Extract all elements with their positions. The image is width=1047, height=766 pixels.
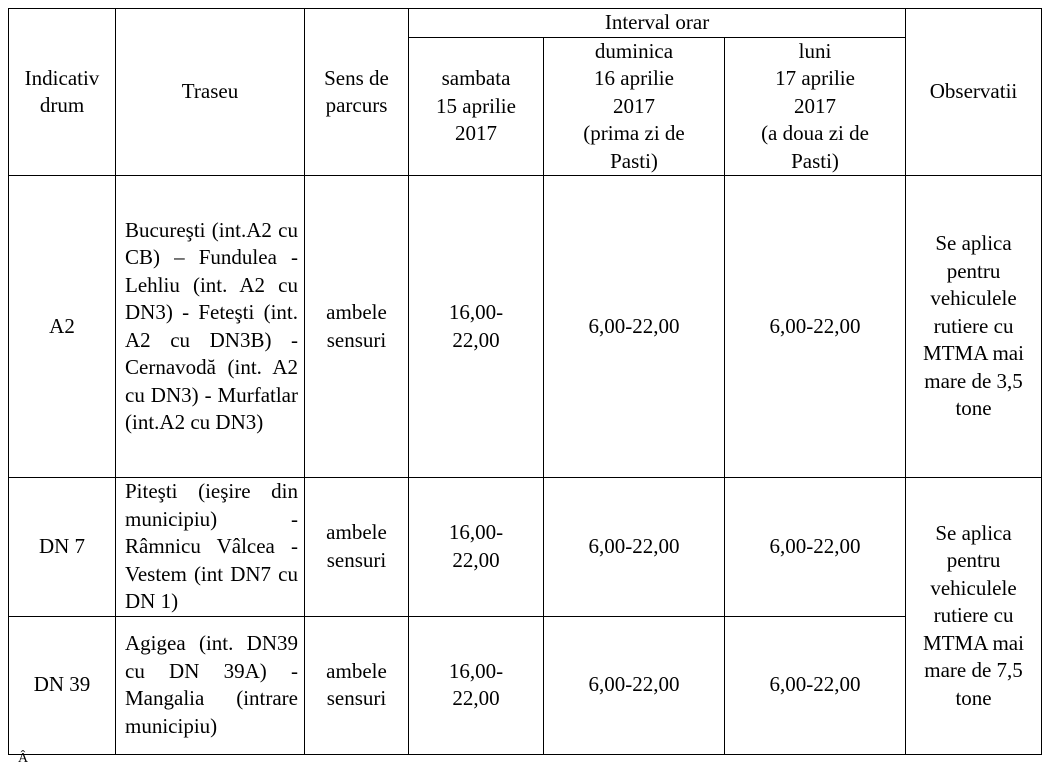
header-day-saturday: sambata 15 aprilie 2017: [409, 37, 544, 176]
header-route: Traseu: [116, 9, 305, 176]
road-code: A2: [9, 176, 116, 478]
page-footer-mark: Â: [18, 751, 29, 766]
header-road: Indicativ drum: [9, 9, 116, 176]
saturday-hours: 16,00-22,00: [409, 478, 544, 617]
restriction-schedule-table: [8, 8, 1042, 755]
observations-cell: Se aplica pentru vehiculele rutiere cu MTMA mai mare de 7,5 tone: [906, 478, 1042, 755]
table-row: [9, 478, 1042, 617]
route-description: Bucureşti (int.A2 cu CB) – Fundulea - Lehliu (int. A2 cu DN3) - Feteşti (int. A2 cu DN3B) - Cernavodă (int. A2 cu DN3) - Murfatlar (int.A2 cu DN3): [116, 176, 305, 478]
observations-cell: Se aplica pentru vehiculele rutiere cu MTMA mai mare de 3,5 tone: [906, 176, 1042, 478]
table-row: [9, 616, 1042, 754]
sunday-hours: 6,00-22,00: [544, 616, 725, 754]
sunday-hours: 6,00-22,00: [544, 478, 725, 617]
header-day-sunday: duminica 16 aprilie 2017 (prima zi de Pasti): [544, 37, 725, 176]
direction-cell: ambele sensuri: [305, 616, 409, 754]
sunday-hours: 6,00-22,00: [544, 176, 725, 478]
header-direction: Sens de parcurs: [305, 9, 409, 176]
monday-hours: 6,00-22,00: [725, 616, 906, 754]
header-observations: Observatii: [906, 9, 1042, 176]
header-row-top: [9, 9, 1042, 38]
saturday-hours: 16,00-22,00: [409, 616, 544, 754]
saturday-hours: 16,00-22,00: [409, 176, 544, 478]
road-code: DN 39: [9, 616, 116, 754]
header-day-monday: luni 17 aprilie 2017 (a doua zi de Pasti): [725, 37, 906, 176]
direction-cell: ambele sensuri: [305, 478, 409, 617]
header-interval: Interval orar: [409, 9, 906, 38]
route-description: Piteşti (ieşire din municipiu) - Râmnicu Vâlcea - Vestem (int DN7 cu DN 1): [116, 478, 305, 617]
monday-hours: 6,00-22,00: [725, 176, 906, 478]
route-description: Agigea (int. DN39 cu DN 39A) - Mangalia (intrare municipiu): [116, 616, 305, 754]
road-code: DN 7: [9, 478, 116, 617]
monday-hours: 6,00-22,00: [725, 478, 906, 617]
direction-cell: ambele sensuri: [305, 176, 409, 478]
table-row: [9, 176, 1042, 478]
